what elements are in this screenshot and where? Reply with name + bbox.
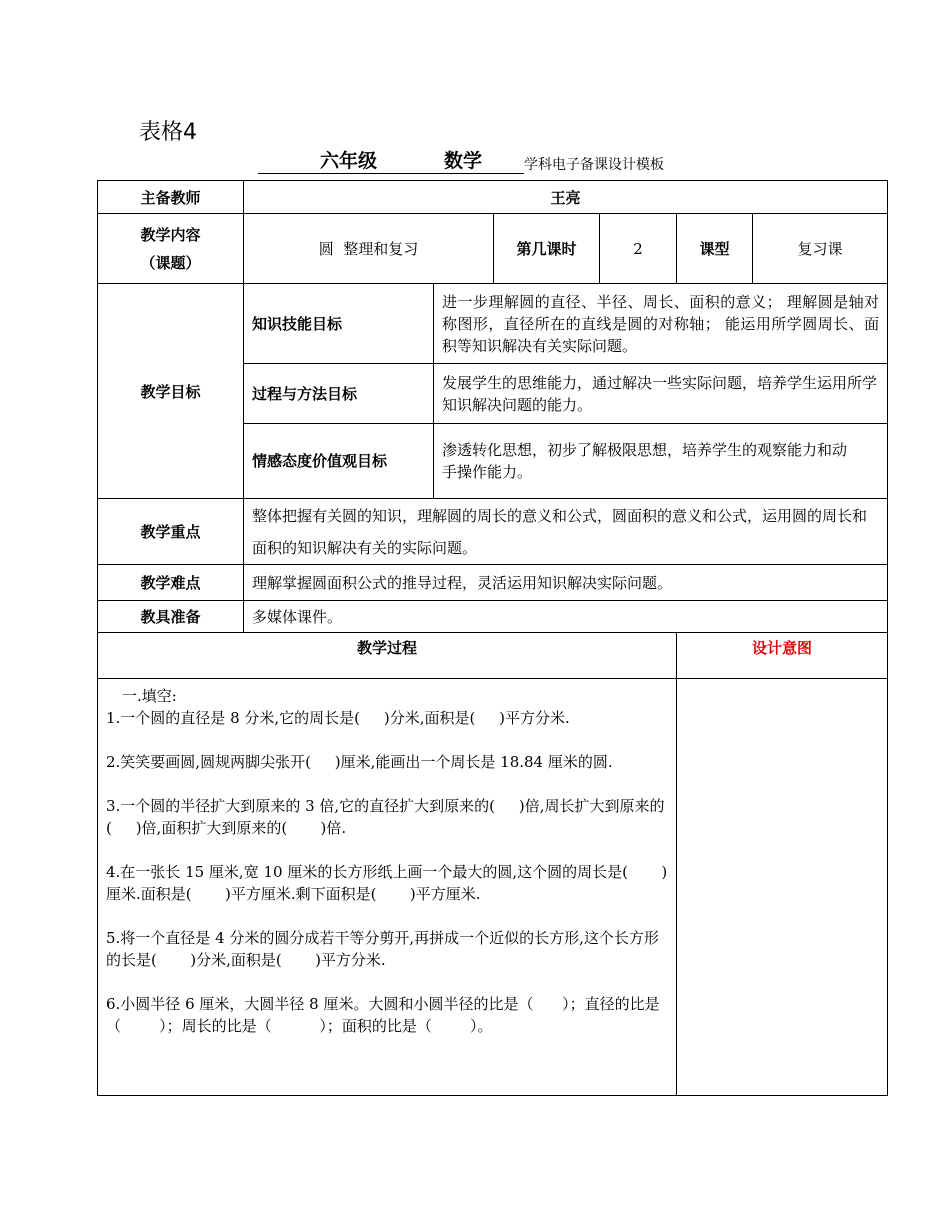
process-item-5: 5.将一个直径是 4 分米的圆分成若干等分剪开,再拼成一个近似的长方形,这个长方形的长是( )分米,面积是( )平方分米. <box>106 929 659 969</box>
tools-row <box>98 601 888 633</box>
intent-content <box>677 679 888 1096</box>
teacher-row <box>98 181 888 214</box>
process-item-6: 6.小圆半径 6 厘米，大圆半径 8 厘米。大圆和小圆半径的比是（ ）；直径的比是（ ）；周长的比是（ ）；面积的比是（ ）。 <box>106 995 660 1035</box>
key-point-text: 整体把握有关圆的知识，理解圆的周长的意义和公式，圆面积的意义和公式，运用圆的周长和面积的知识解决有关的实际问题。 <box>244 499 888 565</box>
difficulty-label: 教学难点 <box>98 565 244 601</box>
type-label: 课型 <box>677 214 753 284</box>
period-value: 2 <box>600 214 677 284</box>
objective-text-2: 发展学生的思维能力，通过解决一些实际问题，培养学生运用所学知识解决问题的能力。 <box>434 364 888 424</box>
objective-label-3: 情感态度价值观目标 <box>244 424 434 499</box>
content-row <box>98 214 888 284</box>
period-label: 第几课时 <box>494 214 600 284</box>
process-heading: 一.填空: <box>122 687 177 705</box>
objective-text-1: 进一步理解圆的直径、半径、周长、面积的意义； 理解圆是轴对称图形，直径所在的直线是圆的对称轴； 能运用所学圆周长、面积等知识解决有关实际问题。 <box>434 284 888 364</box>
objective-row-1 <box>98 284 888 364</box>
process-header-row <box>98 633 888 679</box>
main-teacher-label: 主备教师 <box>98 181 244 214</box>
process-item-3: 3.一个圆的半径扩大到原来的 3 倍,它的直径扩大到原来的( )倍,周长扩大到原来的( )倍,面积扩大到原来的( )倍. <box>106 797 665 837</box>
objective-label-2: 过程与方法目标 <box>244 364 434 424</box>
process-item-4: 4.在一张长 15 厘米,宽 10 厘米的长方形纸上画一个最大的圆,这个圆的周长是( )厘米.面积是( )平方厘米.剩下面积是( )平方厘米. <box>106 863 668 903</box>
tools-text: 多媒体课件。 <box>244 601 888 633</box>
lesson-plan-table <box>97 180 888 1096</box>
difficulty-text: 理解掌握圆面积公式的推导过程，灵活运用知识解决实际问题。 <box>244 565 888 601</box>
document-header <box>258 146 664 172</box>
process-item-2: 2.笑笑要画圆,圆规两脚尖张开( )厘米,能画出一个周长是 18.84 厘米的圆. <box>106 753 613 771</box>
content-label-line2: （课题） <box>140 253 201 272</box>
process-label: 教学过程 <box>98 633 677 679</box>
document-label: 表格4 <box>139 120 197 145</box>
grade-field: 六年级 <box>258 146 386 174</box>
intent-label: 设计意图 <box>677 633 888 679</box>
subject-field: 数学 <box>386 146 524 174</box>
topic-value: 圆 整理和复习 <box>244 214 494 284</box>
content-label-line1: 教学内容 <box>140 225 201 244</box>
process-content <box>98 679 677 1096</box>
header-suffix: 学科电子备课设计模板 <box>524 157 664 173</box>
process-item-1: 1.一个圆的直径是 8 分米,它的周长是( )分米,面积是( )平方分米. <box>106 709 570 727</box>
difficulty-row <box>98 565 888 601</box>
type-value: 复习课 <box>753 214 888 284</box>
key-point-label: 教学重点 <box>98 499 244 565</box>
objective-label-1: 知识技能目标 <box>244 284 434 364</box>
key-point-row <box>98 499 888 565</box>
process-body-row <box>98 679 888 1096</box>
content-label <box>98 214 244 284</box>
objective-text-3: 渗透转化思想，初步了解极限思想，培养学生的观察能力和动手操作能力。 <box>434 424 888 499</box>
main-teacher-value: 王亮 <box>244 181 888 214</box>
objectives-label: 教学目标 <box>98 284 244 499</box>
tools-label: 教具准备 <box>98 601 244 633</box>
